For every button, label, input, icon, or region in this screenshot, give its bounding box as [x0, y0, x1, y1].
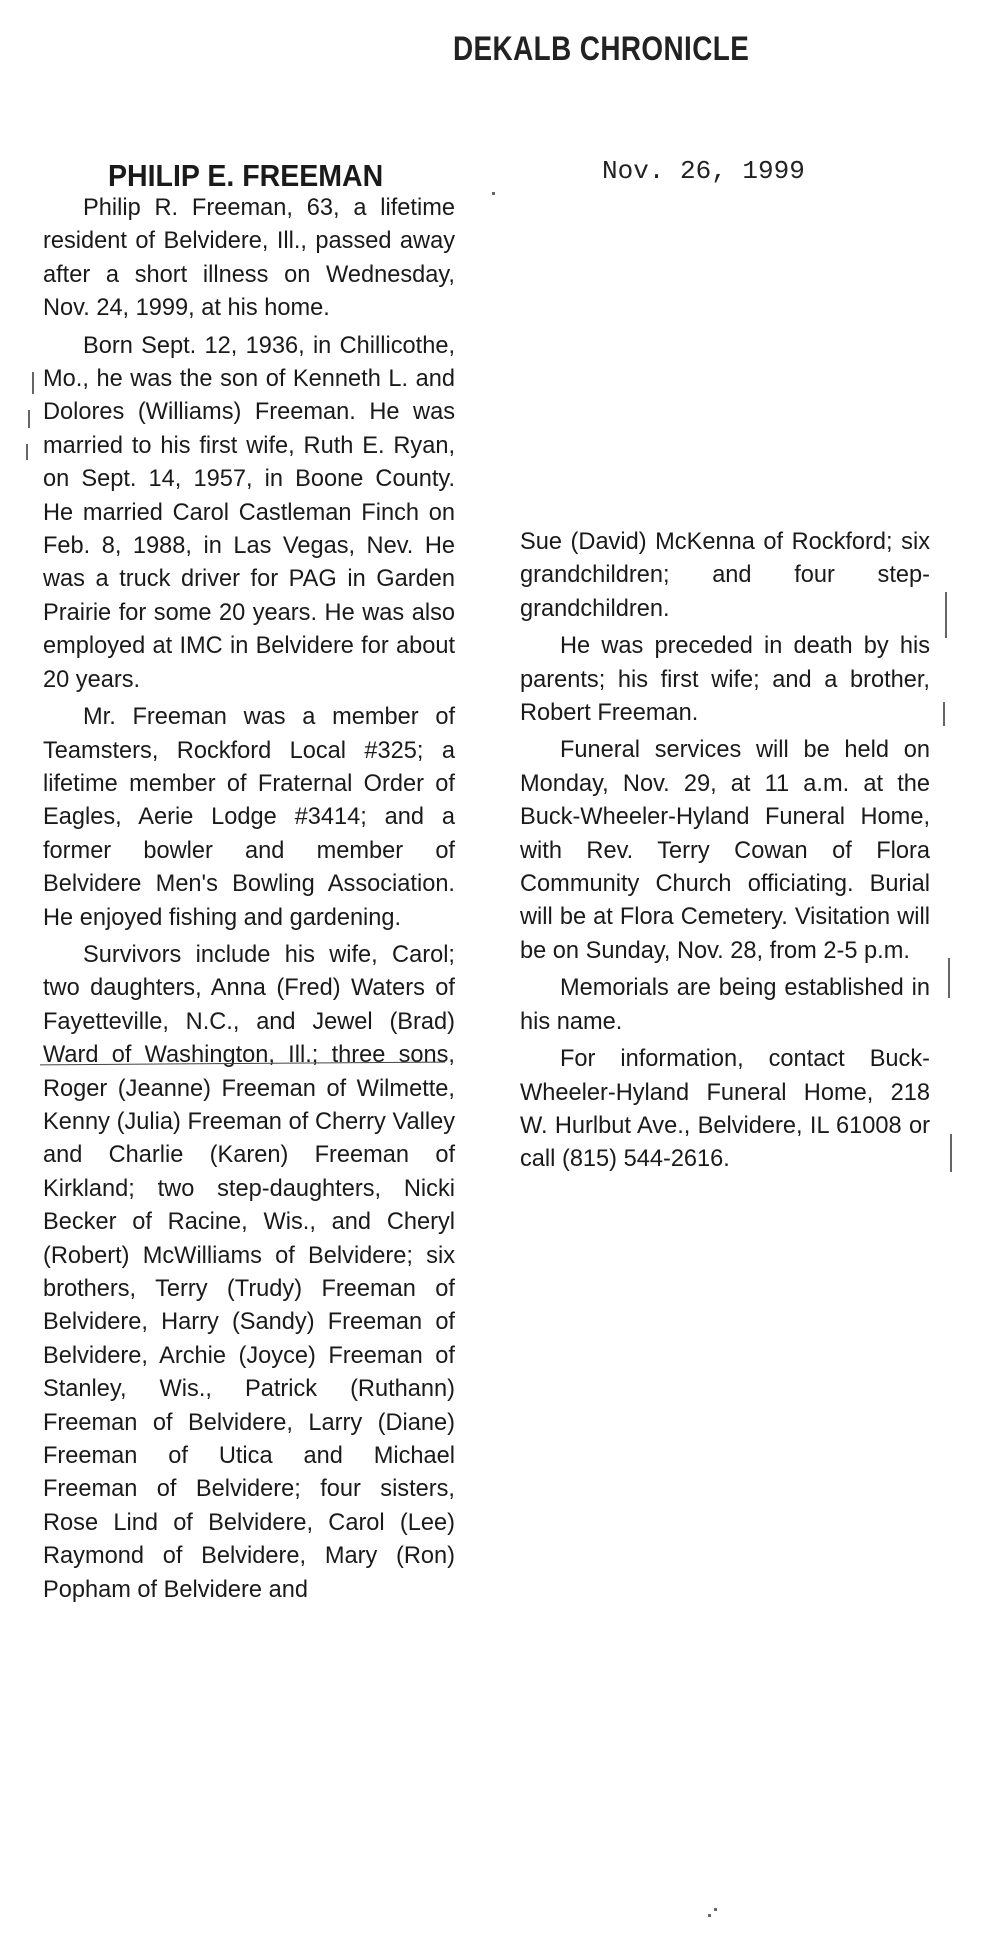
obituary-paragraph-contact: For information, contact Buck-Wheeler-Hyland Funeral Home, 218 W. Hurlbut Ave., Belvidere, IL 61008 or call (815) 544-2616. — [520, 1046, 930, 1173]
scan-artifact — [950, 1134, 952, 1172]
scan-artifact — [708, 1914, 711, 1917]
obituary-paragraph-services: Funeral services will be held on Monday, Nov. 29, at 11 a.m. at the Buck-Wheeler-Hyland Funeral Home, with Rev. Terry Cowan of Flora Community Church officiating. Burial will be at Flora Cemetery. Visitation will be on Sunday, Nov. 28, from 2-5 p.m. — [520, 737, 930, 964]
obituary-paragraph-memorials: Memorials are being established in his name. — [520, 975, 930, 1035]
obituary-paragraph-biography: Born Sept. 12, 1936, in Chillicothe, Mo., he was the son of Kenneth L. and Dolores (Williams) Freeman. He was married to his first wife, Ruth E. Ryan, on Sept. 14, 1957, in Boone County. He married Carol Castleman Finch on Feb. 8, 1988, in Las Vegas, Nev. He was a truck driver for PAG in Garden Prairie for some 20 years. He was also employed at IMC in Belvidere for about 20 years. — [43, 332, 455, 693]
scan-artifact — [945, 592, 947, 638]
obituary-left-column — [43, 192, 455, 1611]
obituary-paragraph-memberships: Mr. Freeman was a member of Teamsters, Rockford Local #325; a lifetime member of Fraternal Order of Eagles, Aerie Lodge #3414; and a former bowler and member of Belvidere Men's Bowling Association. He enjoyed fishing and gardening. — [43, 704, 455, 931]
scan-artifact — [32, 372, 34, 394]
newspaper-masthead: DEKALB CHRONICLE — [453, 30, 750, 68]
scan-artifact — [714, 1908, 717, 1911]
scan-artifact — [28, 410, 30, 428]
obituary-paragraph-preceded: He was preceded in death by his parents; his first wife; and a brother, Robert Freeman. — [520, 633, 930, 727]
obituary-headline: PHILIP E. FREEMAN — [108, 158, 384, 193]
scan-artifact — [26, 444, 28, 460]
scan-artifact — [492, 192, 495, 195]
obituary-right-column — [520, 526, 930, 1181]
publication-date: Nov. 26, 1999 — [602, 156, 805, 186]
obituary-paragraph-intro: Philip R. Freeman, 63, a lifetime resident of Belvidere, Ill., passed away after a short illness on Wednesday, Nov. 24, 1999, at his home. — [43, 195, 455, 322]
scan-artifact — [943, 702, 945, 726]
scan-artifact — [948, 958, 950, 998]
obituary-paragraph-survivors: Survivors include his wife, Carol; two daughters, Anna (Fred) Waters of Fayetteville, N.C., and Jewel (Brad) Ward of Washington, Ill.; three sons, Roger (Jeanne) Freeman of Wilmette, Kenny (Julia) Freeman of Cherry Valley and Charlie (Karen) Freeman of Kirkland; two step-daughters, Nicki Becker of Racine, Wis., and Cheryl (Robert) McWilliams of Belvidere; six brothers, Terry (Trudy) Freeman of Belvidere, Harry (Sandy) Freeman of Belvidere, Archie (Joyce) Freeman of Stanley, Wis., Patrick (Ruthann) Freeman of Belvidere, Larry (Diane) Freeman of Utica and Michael Freeman of Belvidere; four sisters, Rose Lind of Belvidere, Carol (Lee) Raymond of Belvidere, Mary (Ron) Popham of Belvidere and — [43, 941, 455, 1603]
obituary-paragraph-survivors-continued: Sue (David) McKenna of Rockford; six grandchildren; and four step-grandchildren. — [520, 529, 930, 622]
